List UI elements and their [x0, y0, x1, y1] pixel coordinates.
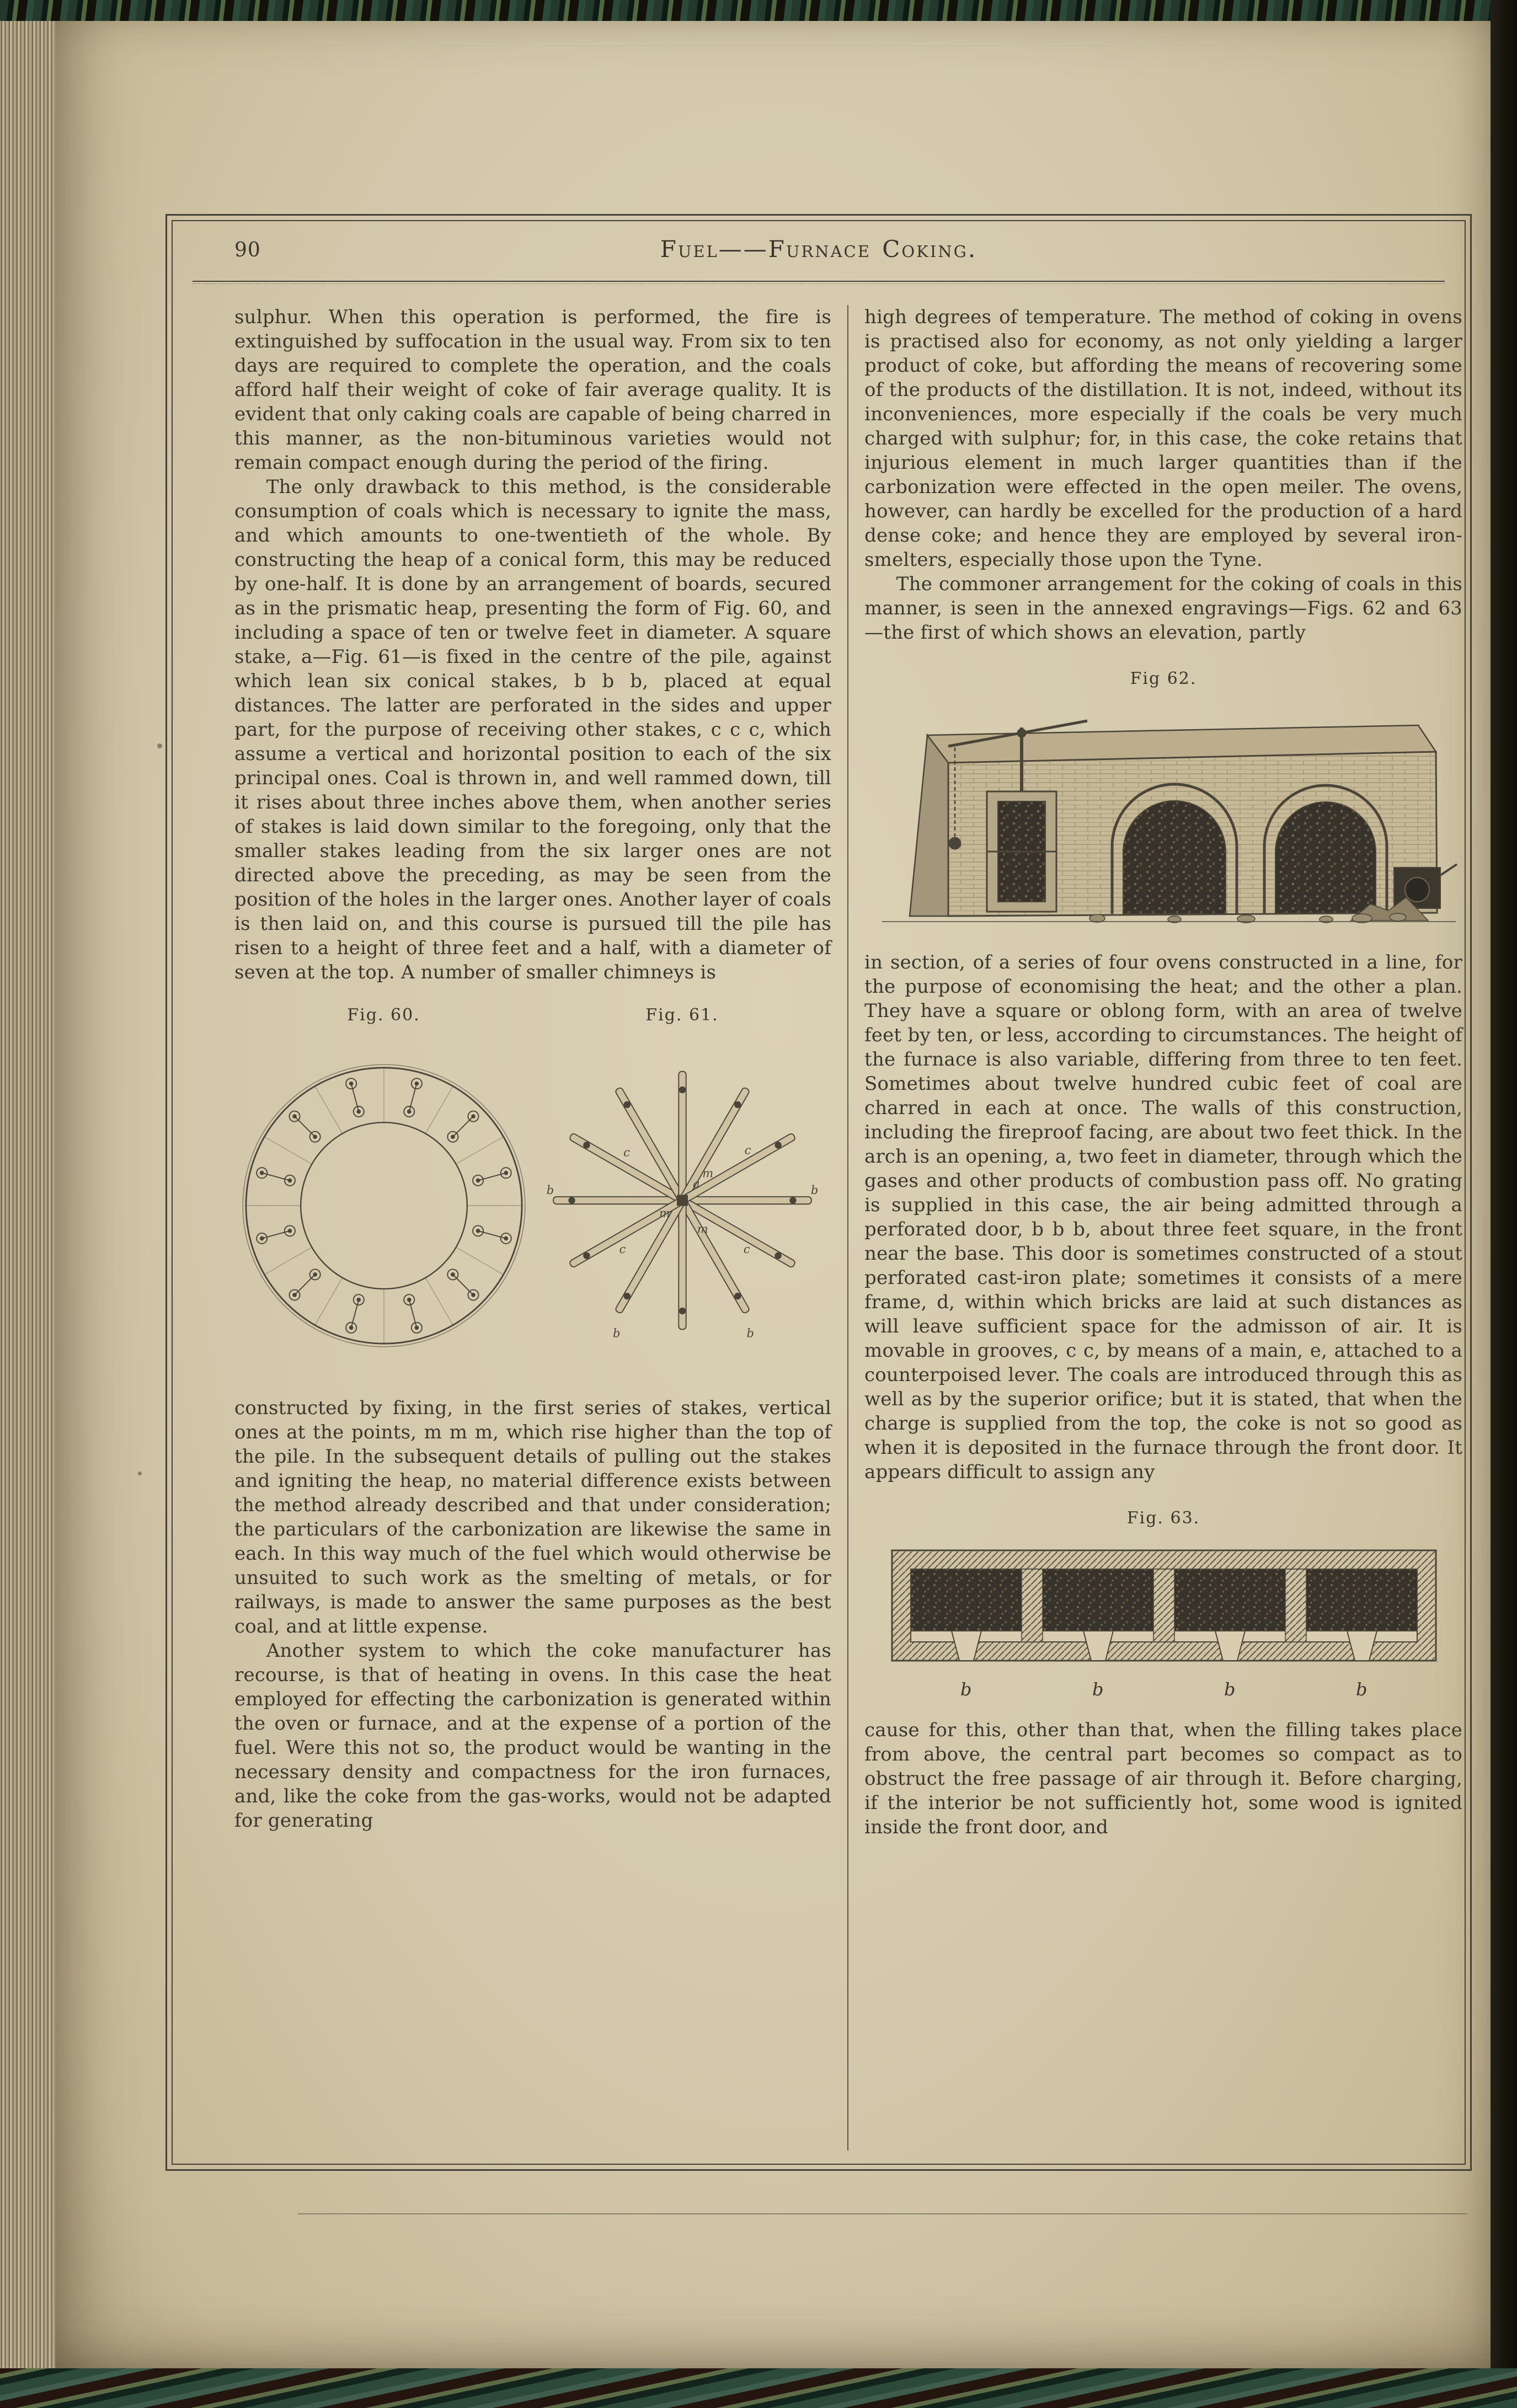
header-rule — [193, 281, 1445, 282]
text-columns — [234, 305, 1462, 2150]
fig63-door-labels — [866, 1677, 1461, 1704]
fig63-label-b: b — [1224, 1679, 1236, 1700]
paragraph: high degrees of temperature. The method of coking in ovens is practised also for economy, as not only yielding a larger product of coke, but affording the means of recovering some of the products of the distillation. It is not, indeed, without its inconveniences, more especially if the coals be very much charged with sulphur; for, in this case, the coke retains that injurious element in much larger quantities than if the carbonization were effected in the open meiler. The ovens, however, can hardly be excelled for the production of a hard dense coke; and hence they are employed by several iron-smelters, especially those upon the Tyne. — [864, 306, 1462, 571]
fig61-letter: a — [692, 1177, 700, 1191]
fig63-oven-plan — [866, 1538, 1461, 1676]
lever-pivot — [1017, 729, 1026, 737]
page-header — [173, 236, 1465, 270]
page-edges — [0, 21, 55, 2368]
plan-partition — [1153, 1569, 1174, 1642]
fig61-letter: c — [743, 1242, 750, 1256]
figure-row-60-61 — [234, 1003, 831, 1379]
figure-62 — [864, 667, 1462, 936]
fig61-letter: m — [659, 1207, 670, 1220]
right-column — [864, 305, 1462, 2150]
fig61-letter: b — [746, 1326, 754, 1340]
fig61-letter: b — [612, 1326, 621, 1340]
plan-chamber — [1306, 1569, 1417, 1631]
paragraph: The commoner arrangement for the coking of coals in this manner, is seen in the annexed engravings—Figs. 62 and 63—the first of which shows an elevation, partly — [864, 573, 1462, 644]
plan-partition — [1285, 1569, 1306, 1642]
oven-left-face — [910, 735, 948, 916]
running-title: Fuel——Furnace Coking. — [660, 236, 977, 263]
paragraph: The only drawback to this method, is the considerable consumption of coals which is necessary to ignite the mass, and which amounts to one-twentieth of the whole. By constructing the heap of a conical form, this may be reduced by one-half. It is done by an arrangement of boards, secured as in the prismatic heap, presenting the form of Fig. 60, and including a space of ten or twelve feet in diameter. A square stake, a—Fig. 61—is fixed in the centre of the pile, against which lean six conical stakes, b b b, placed at equal distances. The latter are perforated in the sides and upper part, for the purpose of receiving other stakes, c c c, which assume a vertical and horizontal position to each of the six principal ones. Coal is thrown in, and well rammed down, till it rises about three inches above them, when another series of stakes is laid down similar to the foregoing, only that the smaller stakes leading from the six larger ones are not directed above the preceding, as may be seen from the position of the holes in the larger ones. Another layer of coals is then laid on, and this course is pursued till the pile has risen to a height of three feet and a half, with a diameter of seven at the top. A number of smaller chimneys is — [234, 476, 831, 983]
fig63-label-b: b — [1092, 1679, 1104, 1700]
fig62-oven-elevation-engraving — [866, 699, 1461, 936]
paragraph: constructed by fixing, in the first series of stakes, vertical ones at the points, m m m, which rise higher than the top of the pile. In the subsequent details of pulling out the stakes and igniting the heap, no material difference exists between the method already described and that under consideration; the particulars of the carbonization are likewise the same in each. In this way much of the fuel which would otherwise be unsuited to such work as the smelting of metals, or for railways, is made to answer the same purposes as the best coal, and at little expense. — [234, 1397, 831, 1638]
fig61-letter: c — [618, 1242, 626, 1256]
page-number: 90 — [234, 239, 261, 261]
arch-opening-left — [1123, 801, 1226, 914]
plan-chamber — [1174, 1569, 1285, 1631]
plan-chamber — [911, 1569, 1022, 1631]
fig61-letter: m — [702, 1166, 713, 1180]
plan-partition — [1022, 1569, 1043, 1642]
fig61-letter: c — [744, 1143, 751, 1157]
figure-62-label: Fig 62. — [1130, 669, 1197, 688]
arch-opening-right — [1275, 802, 1376, 913]
ink-speck — [157, 743, 162, 748]
figure-61 — [533, 1003, 831, 1379]
figure-61-label: Fig. 61. — [645, 1005, 719, 1025]
fig61-letter: c — [623, 1146, 630, 1159]
figure-60 — [234, 1003, 533, 1379]
show-through-rule — [298, 2213, 1467, 2214]
fig61-rods — [553, 1072, 811, 1330]
fig61-letter: m — [697, 1222, 708, 1236]
left-column — [234, 305, 831, 2150]
column-divider — [847, 305, 848, 2150]
ink-speck — [138, 1471, 142, 1475]
figure-60-label: Fig. 60. — [347, 1005, 420, 1025]
apparatus-wheel — [1405, 877, 1429, 902]
page — [55, 21, 1491, 2368]
paragraph: in section, of a series of four ovens constructed in a line, for the purpose of economising the heat; and the other a plan. They have a square or oblong form, with an area of twelve feet by ten, or less, according to circumstances. The height of the furnace is also variable, differing from three to ten feet. Sometimes about twelve hundred cubic feet of coal are charred in each at once. The walls of this construction, including the fireproof facing, are about two feet thick. In the arch is an opening, a, two feet in diameter, through which the gases and other products of combustion pass off. No grating is supplied in this case, the air being admitted through a perforated door, b b b, about three feet square, in the front near the base. This door is sometimes constructed of a stout perforated cast-iron plate; sometimes it consists of a mere frame, d, within which bricks are laid at such distances as will leave sufficient space for the admisson of air. It is movable in grooves, c c, by means of a main, e, attached to a counterpoised lever. The coals are introduced through this as well as by the superior orifice; but it is stated, that when the charge is supplied from the top, the coke is not so good as when it is deposited in the furnace through the front door. It appears difficult to assign any — [864, 951, 1462, 1483]
fig60-ring-diagram — [235, 1032, 533, 1379]
paragraph: cause for this, other than that, when the filling takes place from above, the central part becomes so compact as to obstruct the free passage of air through it. Before charging, if the interior be not sufficiently hot, some wood is ignited inside the front door, and — [864, 1719, 1462, 1838]
fig63-label-b: b — [960, 1679, 972, 1700]
plan-chamber — [1043, 1569, 1153, 1631]
fig61-stakes-diagram — [533, 1032, 831, 1379]
paragraph: Another system to which the coke manufacturer has recourse, is that of heating in ovens. In this case the heat employed for effecting the carbonization is generated within the oven or furnace, and at the expense of a portion of the fuel. Were this not so, the product would be wanting in the necessary density and compactness for the iron furnaces, and, like the coke from the gas-works, would not be adapted for generating — [234, 1640, 831, 1832]
book-cover-right — [1491, 0, 1517, 2408]
fig61-letter: b — [810, 1184, 819, 1197]
book-cover-top — [0, 0, 1517, 21]
page-border-frame — [165, 214, 1472, 2171]
paragraph: sulphur. When this operation is performed, the fire is extinguished by suffocation in the usual way. From six to ten days are required to complete the operation, and the coals afford half their weight of coke of fair average quality. It is evident that only caking coals are capable of being charred in this manner, as the non-bituminous varieties would not remain compact enough during the period of the firing. — [234, 306, 831, 474]
book-cover-bottom — [0, 2368, 1517, 2408]
figure-63 — [864, 1506, 1462, 1704]
page-border-inner — [172, 220, 1466, 2165]
apparatus-handle — [1440, 864, 1457, 875]
fig60-board-seams — [245, 1068, 521, 1344]
fig63-label-b: b — [1356, 1679, 1368, 1700]
figure-63-label: Fig. 63. — [1126, 1508, 1200, 1528]
fig61-letter: b — [546, 1184, 554, 1197]
counterweight — [949, 837, 961, 849]
